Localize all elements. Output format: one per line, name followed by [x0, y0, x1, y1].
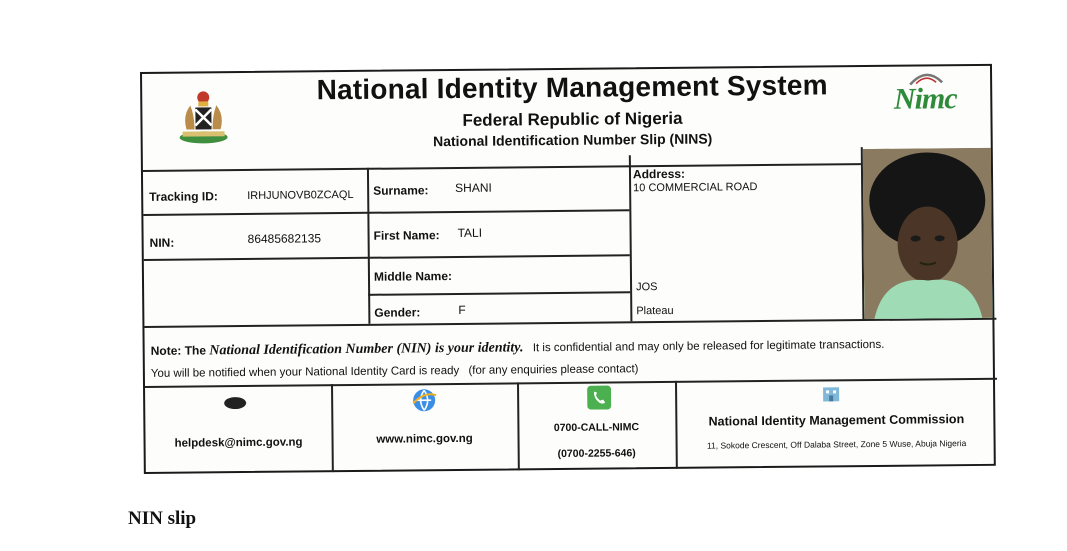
surname-value: SHANI: [455, 180, 492, 195]
holder-photo: [863, 148, 993, 319]
helpdesk-email: helpdesk@nimc.gov.ng: [174, 436, 303, 450]
divider: [144, 254, 630, 260]
address-line1: 10 COMMERCIAL ROAD: [633, 181, 758, 195]
country-subtitle: Federal Republic of Nigeria: [462, 108, 683, 130]
nin-label: NIN:: [149, 235, 175, 250]
note-line2-b: (for any enquiries please contact): [468, 363, 639, 377]
middle-name-label: Middle Name:: [373, 269, 453, 284]
email-icon: [223, 395, 247, 409]
divider: [144, 318, 996, 328]
note-emphasis: National Identification Number (NIN) is your identity.: [209, 340, 524, 359]
divider: [629, 155, 632, 321]
office-name: National Identity Management Commission: [708, 412, 965, 429]
surname-label: Surname:: [373, 183, 429, 198]
phone-icon: [587, 385, 611, 409]
website-link: www.nimc.gov.ng: [376, 432, 473, 446]
address-city: JOS: [636, 281, 658, 294]
nin-value: 86485682135: [247, 231, 322, 246]
nimc-logo: [880, 70, 970, 123]
office-address: 11, Sokode Crescent, Off Dalaba Street, Zone 5 Wuse, Abuja Nigeria: [706, 438, 967, 451]
first-name-label: First Name:: [373, 228, 440, 243]
divider: [368, 291, 630, 295]
nin-slip: [140, 64, 996, 474]
first-name-value: TALI: [457, 225, 483, 240]
phone-text: 0700-CALL-NIMC: [553, 421, 640, 435]
page-title: National Identity Management System: [316, 69, 828, 106]
divider: [143, 209, 629, 215]
gender-label: Gender:: [374, 305, 421, 320]
gender-value: F: [458, 302, 466, 317]
note-line-1: [151, 337, 885, 360]
tracking-id-value: IRHJUNOVB0ZCAQL: [247, 188, 354, 202]
phone-number: (0700-2255-646): [557, 447, 636, 461]
office-building-icon: [821, 383, 841, 403]
divider: [145, 378, 997, 388]
divider: [143, 163, 861, 171]
note-line-2: [151, 363, 639, 380]
portrait-icon: [863, 148, 993, 319]
note-prefix: Note: The: [150, 343, 207, 358]
note-line2-a: You will be notified when your National Identity Card is ready: [150, 364, 460, 380]
address-state: Plateau: [636, 304, 674, 318]
nimc-logo-text: Nimc: [893, 82, 957, 116]
figure-caption: NIN slip: [128, 508, 197, 529]
browser-icon: [411, 387, 437, 413]
divider: [367, 168, 370, 324]
tracking-id-label: Tracking ID:: [149, 189, 218, 204]
note-rest: It is confidential and may only be released for legitimate transactions.: [532, 338, 885, 355]
address-label: Address:: [632, 166, 686, 182]
slip-title: National Identification Number Slip (NINS): [432, 130, 713, 150]
divider: [331, 384, 333, 472]
